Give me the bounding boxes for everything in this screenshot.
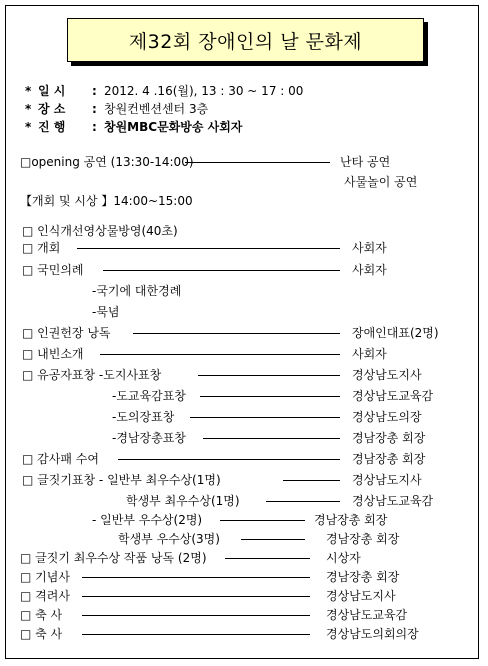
program-item-6: □ 인권헌장 낭독 <box>22 326 111 340</box>
program-item-14: 학생부 최우수상(1명) <box>126 494 240 508</box>
program-right-6: 장애인대표(2명) <box>352 326 439 340</box>
opening-right-1: 난타 공연 <box>340 155 391 169</box>
program-right-12: 경남장총 회장 <box>352 452 426 466</box>
opening-label: □opening 공연 (13:30-14:00) <box>20 155 194 169</box>
program-right-9: 경상남도교육감 <box>352 389 434 403</box>
leader-line <box>82 615 310 616</box>
leader-line <box>203 438 340 439</box>
program-right-2: 사회자 <box>352 241 387 255</box>
program-item-15: - 일반부 우수상(2명) <box>92 513 203 527</box>
program-item-4: -국기에 대한경례 <box>92 284 182 298</box>
leader-line <box>220 520 305 521</box>
program-item-2: □ 개회 <box>22 241 61 255</box>
program-right-20: 경상남도교육감 <box>326 608 408 622</box>
opening-right-2: 사물놀이 공연 <box>344 175 418 189</box>
info-sep-place: : <box>92 102 97 116</box>
program-right-3: 사회자 <box>352 263 387 277</box>
leader-line <box>133 333 340 334</box>
info-key-host: 진 행 <box>38 120 66 134</box>
leader-line <box>283 480 340 481</box>
leader-line <box>266 501 340 502</box>
program-item-5: -묵념 <box>92 305 120 319</box>
program-item-18: □ 기념사 <box>20 570 70 584</box>
program-item-19: □ 격려사 <box>20 589 70 603</box>
info-key-date: 일 시 <box>38 84 66 98</box>
leader-line <box>190 417 340 418</box>
info-bullet-1: * <box>25 84 32 98</box>
ceremony-header: 【개회 및 시상 】14:00~15:00 <box>20 194 193 208</box>
program-right-15: 경남장총 회장 <box>314 513 388 527</box>
program-right-11: 경남장총 회장 <box>352 431 426 445</box>
program-right-13: 경상남도지사 <box>352 473 422 487</box>
program-right-17: 시상자 <box>326 551 361 565</box>
info-value-host: 창원MBC문화방송 사회자 <box>104 120 243 134</box>
program-item-21: □ 축 사 <box>20 627 63 641</box>
leader-line <box>200 396 340 397</box>
program-right-19: 경상남도지사 <box>326 589 396 603</box>
program-right-18: 경남장총 회장 <box>326 570 400 584</box>
info-value-place: 창원컨벤션센터 3층 <box>104 102 209 116</box>
program-item-1: □ 인식개선영상물방영(40초) <box>22 224 178 238</box>
leader-line <box>82 577 310 578</box>
info-key-place: 장 소 <box>38 102 66 116</box>
program-item-13: □ 글짓기표창 - 일반부 최우수상(1명) <box>22 473 221 487</box>
info-value-date: 2012. 4 .16(월), 13 : 30 ~ 17 : 00 <box>104 84 304 98</box>
program-right-16: 경남장총 회장 <box>326 532 400 546</box>
program-right-14: 경상남도교육감 <box>352 494 434 508</box>
program-right-7: 사회자 <box>352 347 387 361</box>
info-sep-host: : <box>92 120 97 134</box>
title-box <box>67 18 424 62</box>
info-bullet-3: * <box>25 120 32 134</box>
leader-line <box>103 270 340 271</box>
program-item-7: □ 내빈소개 <box>22 347 84 361</box>
program-right-21: 경상남도의회의장 <box>326 627 419 641</box>
info-bullet-2: * <box>25 102 32 116</box>
leader-line <box>82 596 310 597</box>
program-item-16: 학생부 우수상(3명) <box>118 532 220 546</box>
leader-line <box>225 558 310 559</box>
program-item-9: -도교육감표창 <box>112 389 186 403</box>
leader-line <box>241 539 305 540</box>
leader-line <box>100 354 340 355</box>
program-item-17: □ 글짓기 최우수상 작품 낭독 (2명) <box>20 551 207 565</box>
program-item-3: □ 국민의례 <box>22 263 84 277</box>
leader-line <box>198 375 340 376</box>
info-sep-date: : <box>92 84 97 98</box>
program-right-10: 경상남도의장 <box>352 410 422 424</box>
leader-line <box>77 248 340 249</box>
leader-line <box>82 634 310 635</box>
program-item-10: -도의장표창 <box>112 410 175 424</box>
program-item-20: □ 축 사 <box>20 608 63 622</box>
page-title: 제32회 장애인의 날 문화제 <box>128 30 363 53</box>
program-item-11: -경남장총표창 <box>112 431 186 445</box>
leader-line <box>185 162 330 163</box>
leader-line <box>118 459 340 460</box>
program-item-12: □ 감사패 수여 <box>22 452 99 466</box>
program-right-8: 경상남도지사 <box>352 368 422 382</box>
program-item-8: □ 유공자표창 -도지사표창 <box>22 368 162 382</box>
